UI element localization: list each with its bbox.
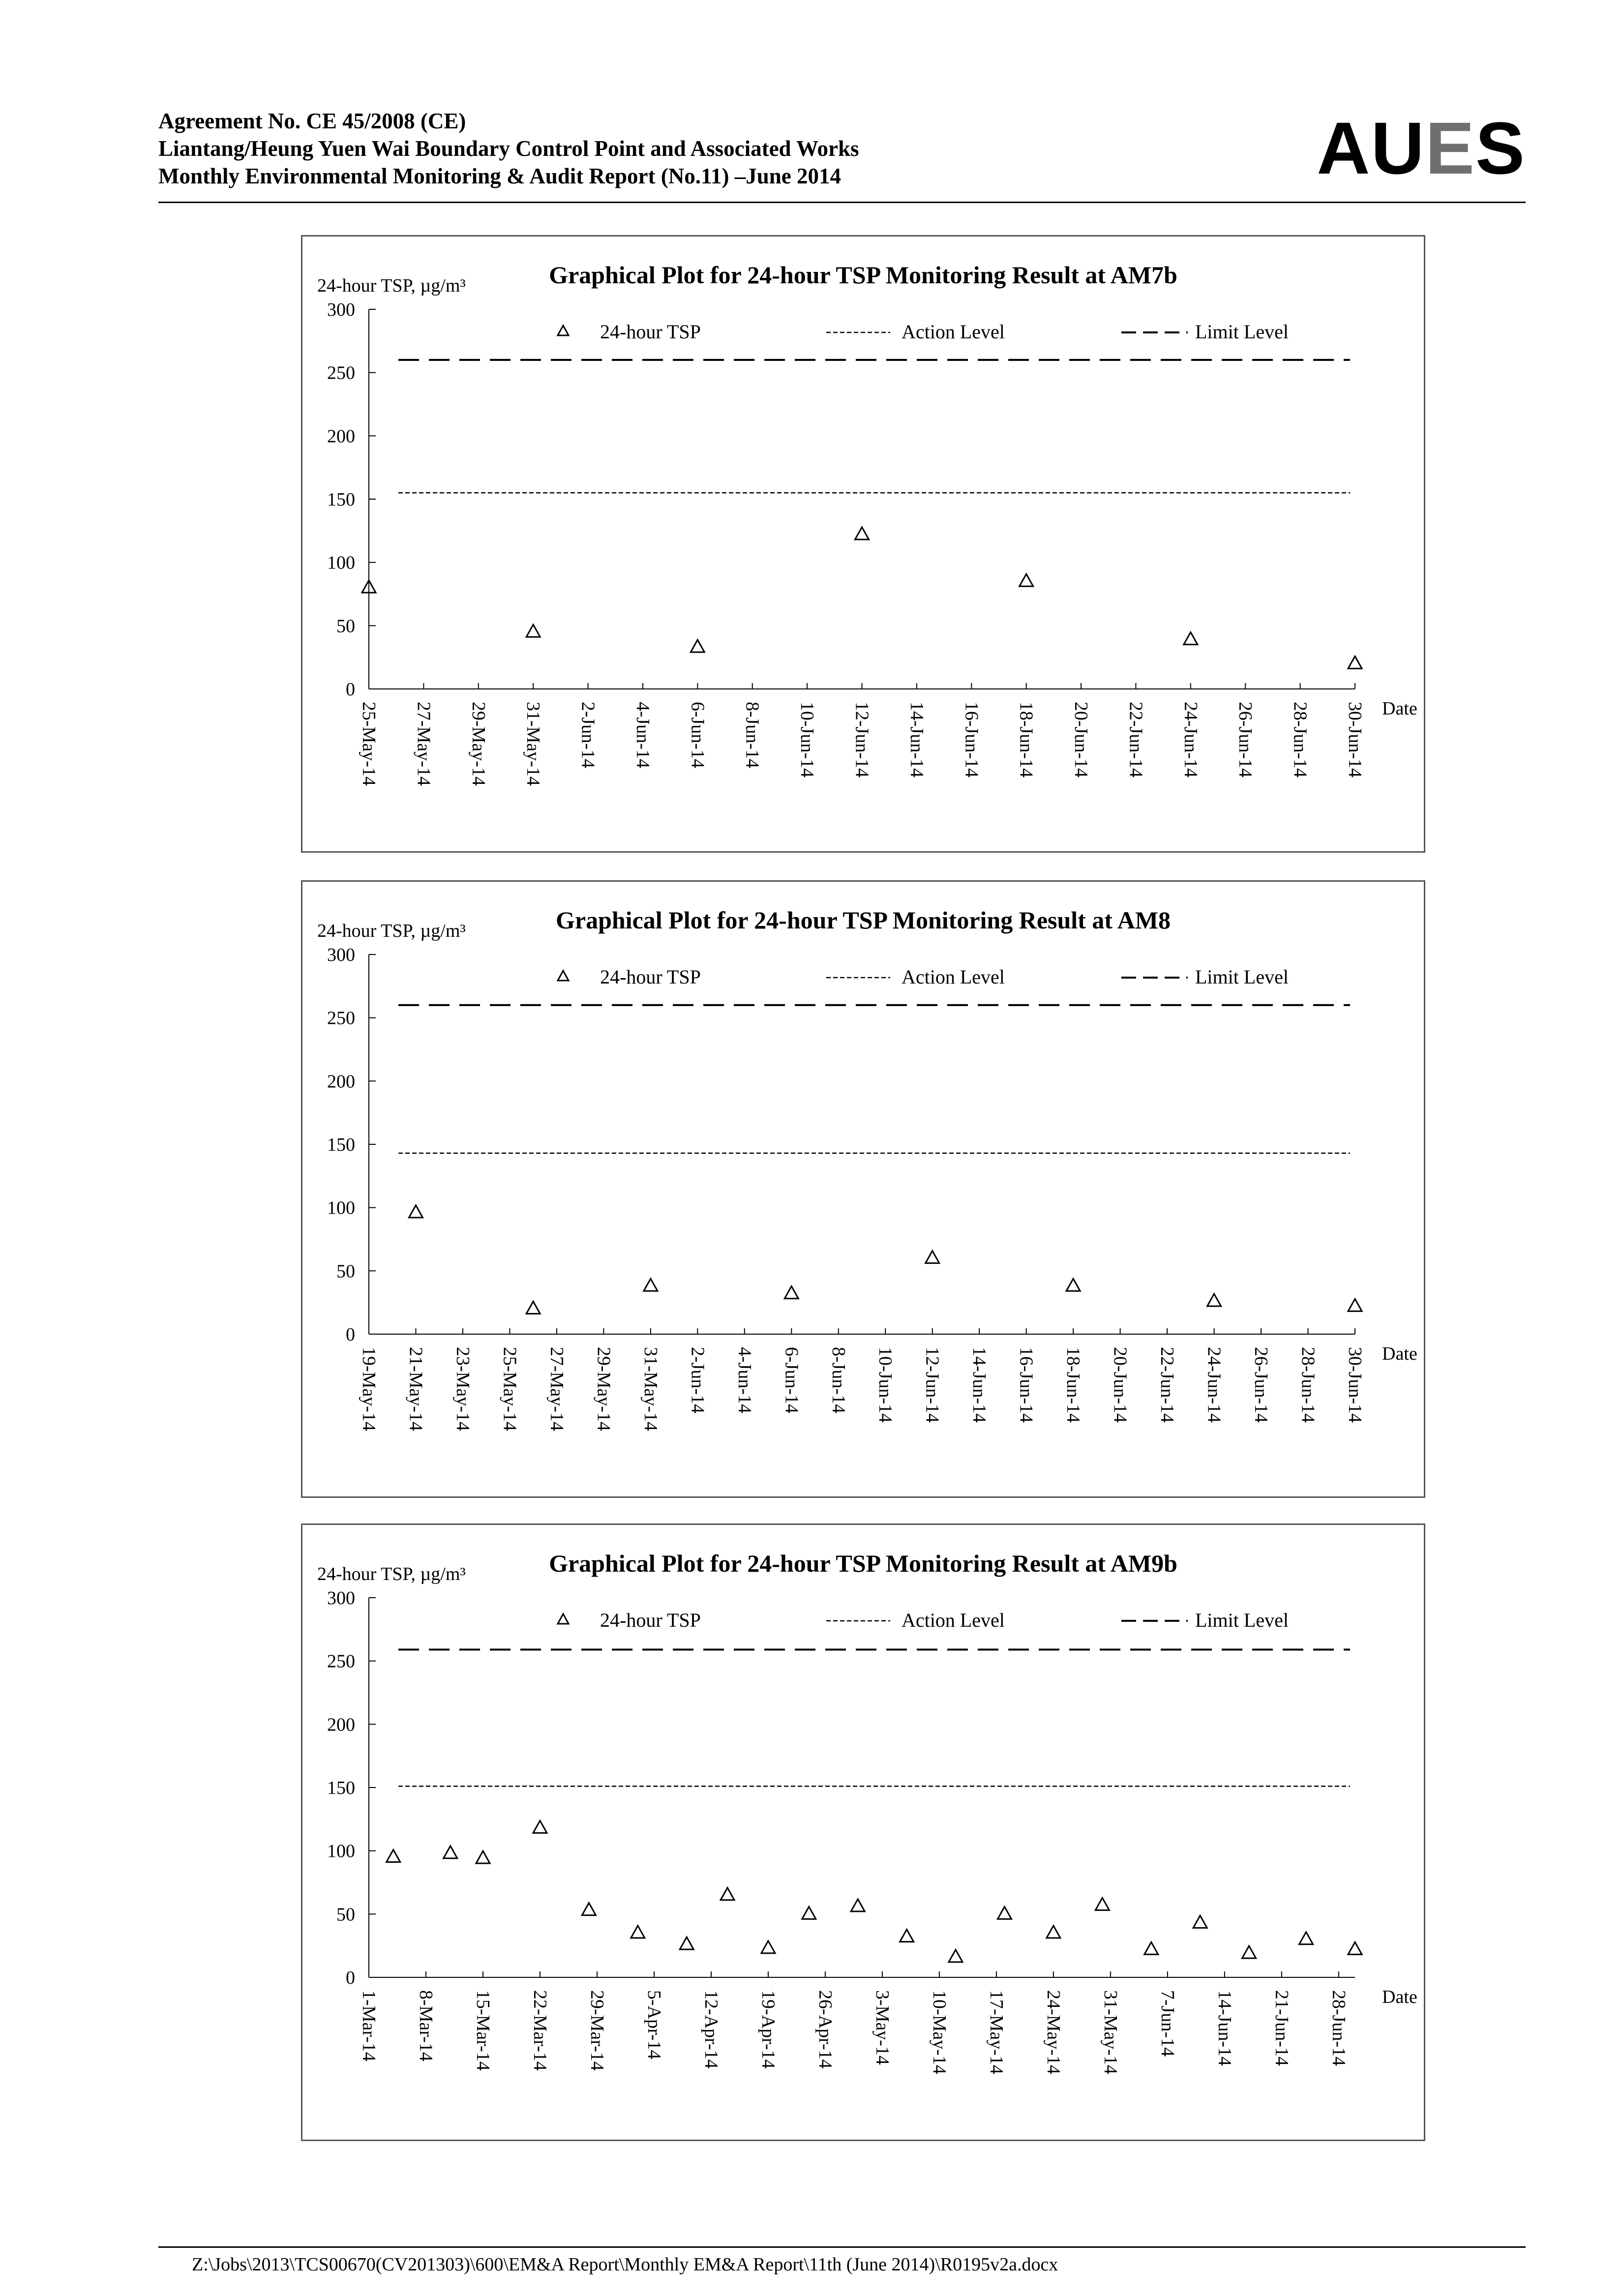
agreement-number: Agreement No. CE 45/2008 (CE) [158,109,466,133]
legend-tsp-marker [558,326,569,335]
x-tick-label: 30-Jun-14 [1345,1347,1365,1423]
x-tick-label: 8-Jun-14 [742,702,763,769]
x-tick-label: 31-May-14 [1100,1990,1121,2074]
x-tick-label: 22-Jun-14 [1125,702,1146,778]
x-tick-label: 10-Jun-14 [875,1347,896,1423]
chart-am7b [302,237,1424,851]
data-point-triangle [761,1941,775,1953]
x-tick-label: 24-Jun-14 [1203,1347,1225,1423]
x-tick-label: 10-May-14 [929,1990,950,2074]
x-tick-label: 28-Jun-14 [1328,1990,1349,2066]
data-point-triangle [1193,1915,1207,1928]
x-tick-label: 20-Jun-14 [1071,702,1092,778]
x-tick-label: 31-May-14 [640,1347,661,1431]
footer-rule [158,2246,1526,2248]
data-point-triangle [784,1286,798,1299]
x-tick-label: 16-Jun-14 [961,702,982,778]
x-tick-label: 4-Jun-14 [632,702,653,769]
y-tick-label: 0 [346,1324,355,1345]
y-axis-label: 24-hour TSP, µg/m³ [317,921,466,941]
data-point-triangle [1095,1898,1109,1910]
x-tick-label: 19-Apr-14 [757,1990,779,2069]
data-point-triangle [644,1279,658,1291]
data-point-triangle [900,1930,914,1942]
legend-action-label: Action Level [902,966,1005,988]
x-tick-label: 12-Jun-14 [922,1347,943,1423]
data-point-triangle [1207,1294,1221,1306]
legend-limit-label: Limit Level [1195,1609,1289,1631]
x-tick-label: 27-May-14 [413,702,434,786]
legend-tsp-label: 24-hour TSP [600,321,701,343]
y-tick-label: 200 [327,1714,355,1735]
x-tick-label: 24-May-14 [1043,1990,1064,2074]
data-point-triangle [691,640,704,652]
y-tick-label: 300 [327,299,355,320]
x-tick-label: 17-May-14 [986,1990,1007,2074]
x-tick-label: 18-Jun-14 [1063,1347,1084,1423]
y-tick-label: 250 [327,1008,355,1029]
y-tick-label: 150 [327,1778,355,1798]
legend-tsp-marker [558,971,569,981]
data-point-triangle [1348,1299,1362,1311]
data-point-triangle [526,625,540,637]
x-tick-label: 29-May-14 [593,1347,614,1431]
x-tick-label: 12-Apr-14 [700,1990,722,2069]
data-point-triangle [851,1899,865,1911]
data-point-triangle [1348,656,1362,669]
x-tick-label: 4-Jun-14 [734,1347,755,1414]
legend-action-label: Action Level [902,1609,1005,1631]
x-tick-label: 7-Jun-14 [1157,1990,1178,2057]
y-tick-label: 200 [327,1071,355,1092]
x-tick-label: 24-Jun-14 [1180,702,1201,778]
y-tick-label: 250 [327,1651,355,1672]
y-tick-label: 50 [336,616,355,637]
header-rule [158,202,1526,203]
data-point-triangle [1184,632,1198,645]
x-tick-label: 1-Mar-14 [359,1990,379,2061]
y-tick-label: 150 [327,1134,355,1155]
y-tick-label: 50 [336,1261,355,1282]
x-axis-label: Date [1382,698,1417,719]
x-tick-label: 3-May-14 [872,1990,893,2065]
y-tick-label: 150 [327,489,355,510]
data-point-triangle [802,1907,816,1919]
chart-panel-am7b [301,235,1425,853]
x-tick-label: 21-May-14 [405,1347,426,1431]
data-point-triangle [1299,1932,1313,1944]
data-point-triangle [1144,1942,1158,1954]
legend-tsp-label: 24-hour TSP [600,966,701,988]
data-point-triangle [582,1903,596,1915]
logo-text-end: S [1475,107,1526,189]
x-tick-label: 10-Jun-14 [797,702,818,778]
data-point-triangle [1047,1926,1060,1938]
y-tick-label: 50 [336,1904,355,1925]
x-tick-label: 14-Jun-14 [969,1347,990,1423]
x-tick-label: 30-Jun-14 [1345,702,1365,778]
x-tick-label: 12-Jun-14 [851,702,872,778]
x-tick-label: 22-Jun-14 [1157,1347,1178,1423]
chart-panel-am8 [301,880,1425,1498]
x-tick-label: 26-Jun-14 [1235,702,1256,778]
x-tick-label: 8-Mar-14 [415,1990,436,2061]
x-tick-label: 14-Jun-14 [906,702,927,778]
file-path: Z:\Jobs\2013\TCS00670(CV201303)\600\EM&A Report\Monthly EM&A Report\11th (June 2014)\R0195v2a.docx [192,2254,1058,2275]
y-axis-label: 24-hour TSP, µg/m³ [317,275,466,296]
data-point-triangle [997,1907,1011,1919]
project-title: Liantang/Heung Yuen Wai Boundary Control Point and Associated Works [158,136,859,161]
data-point-triangle [1020,574,1033,586]
x-tick-label: 22-Mar-14 [529,1990,550,2071]
data-point-triangle [533,1820,547,1833]
y-tick-label: 200 [327,426,355,447]
y-tick-label: 100 [327,552,355,573]
chart-title: Graphical Plot for 24-hour TSP Monitoring Result at AM8 [555,906,1171,934]
data-point-triangle [526,1302,540,1314]
x-axis-label: Date [1382,1987,1417,2007]
x-tick-label: 14-Jun-14 [1214,1990,1235,2066]
report-title: Monthly Environmental Monitoring & Audit Report (No.11) –June 2014 [158,164,841,188]
data-point-triangle [1066,1279,1080,1291]
x-tick-label: 25-May-14 [359,702,379,786]
report-header [158,107,1526,190]
data-point-triangle [949,1950,962,1962]
x-axis-label: Date [1382,1343,1417,1364]
x-tick-label: 15-Mar-14 [472,1990,493,2071]
data-point-triangle [855,527,869,539]
legend-tsp-label: 24-hour TSP [600,1609,701,1631]
data-point-triangle [926,1251,939,1263]
x-tick-label: 16-Jun-14 [1016,1347,1037,1423]
chart-am8 [302,882,1424,1496]
x-tick-label: 27-May-14 [546,1347,567,1431]
chart-am9b [302,1525,1424,2140]
x-tick-label: 26-Apr-14 [814,1990,836,2069]
page-footer [158,2246,1526,2275]
x-tick-label: 2-Jun-14 [577,702,599,769]
logo-text-faded: E [1425,107,1475,189]
data-point-triangle [631,1926,645,1938]
x-tick-label: 19-May-14 [359,1347,379,1431]
y-tick-label: 0 [346,679,355,700]
y-tick-label: 300 [327,945,355,965]
x-tick-label: 28-Jun-14 [1297,1347,1319,1423]
x-tick-label: 26-Jun-14 [1251,1347,1272,1423]
y-tick-label: 100 [327,1197,355,1219]
data-point-triangle [680,1937,693,1949]
x-tick-label: 20-Jun-14 [1110,1347,1131,1423]
y-tick-label: 250 [327,362,355,384]
x-tick-label: 6-Jun-14 [781,1347,802,1414]
data-point-triangle [387,1850,400,1862]
x-tick-label: 28-Jun-14 [1290,702,1311,778]
legend-limit-label: Limit Level [1195,966,1289,988]
legend-action-label: Action Level [902,321,1005,343]
x-tick-label: 18-Jun-14 [1016,702,1037,778]
x-tick-label: 23-May-14 [452,1347,473,1431]
chart-title: Graphical Plot for 24-hour TSP Monitoring Result at AM7b [549,261,1177,289]
chart-panel-am9b [301,1523,1425,2141]
x-tick-label: 2-Jun-14 [687,1347,708,1414]
chart-title: Graphical Plot for 24-hour TSP Monitoring Result at AM9b [549,1550,1177,1577]
y-tick-label: 0 [346,1968,355,1988]
data-point-triangle [1348,1942,1362,1954]
y-tick-label: 100 [327,1841,355,1862]
x-tick-label: 21-Jun-14 [1271,1990,1292,2066]
x-tick-label: 6-Jun-14 [687,702,708,769]
data-point-triangle [1242,1946,1256,1958]
data-point-triangle [409,1205,422,1218]
x-tick-label: 29-May-14 [468,702,489,786]
x-tick-label: 29-Mar-14 [586,1990,607,2071]
data-point-triangle [476,1851,490,1863]
y-axis-label: 24-hour TSP, µg/m³ [317,1564,466,1584]
logo-text-main: AU [1317,107,1425,189]
aues-logo [1317,107,1526,189]
y-tick-label: 300 [327,1588,355,1609]
x-tick-label: 8-Jun-14 [828,1347,849,1414]
data-point-triangle [444,1846,457,1858]
legend-tsp-marker [558,1614,569,1624]
x-tick-label: 31-May-14 [523,702,544,786]
x-tick-label: 5-Apr-14 [643,1990,664,2059]
x-tick-label: 25-May-14 [499,1347,520,1431]
legend-limit-label: Limit Level [1195,321,1289,343]
data-point-triangle [721,1888,734,1900]
